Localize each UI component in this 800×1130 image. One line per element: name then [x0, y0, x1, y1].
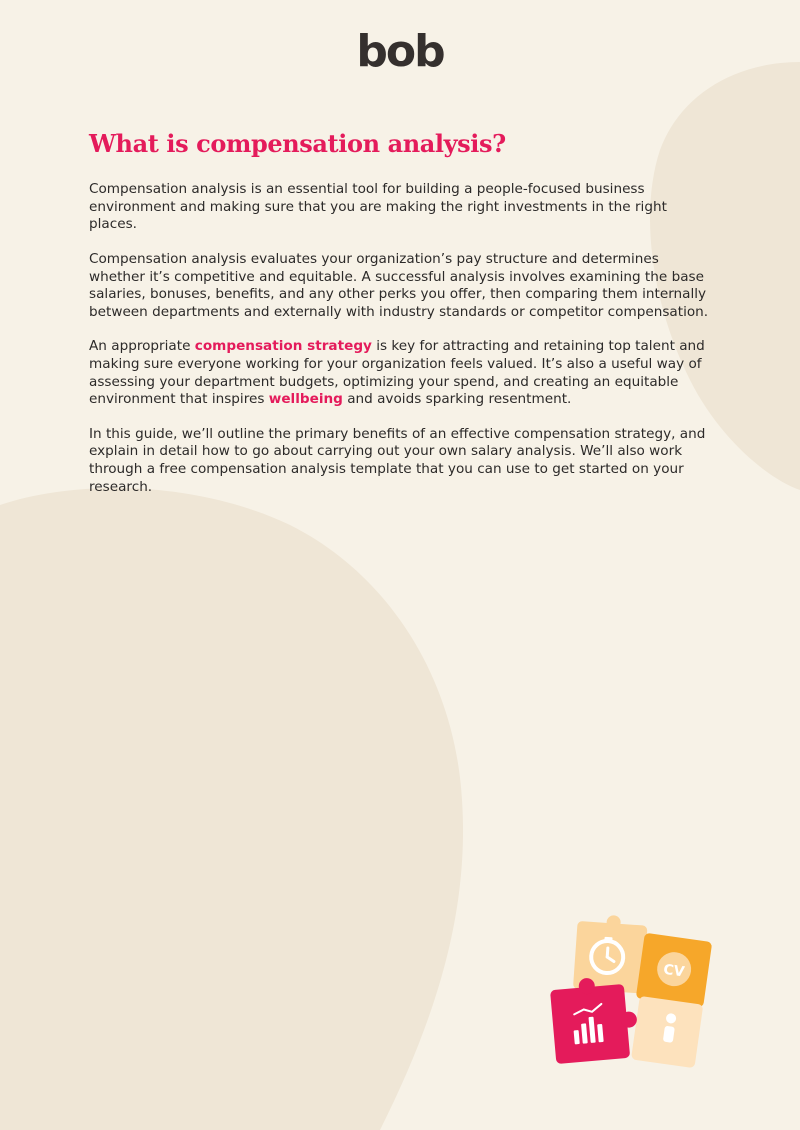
paragraph-definition: Compensation analysis evaluates your organization’s pay structure and determines whether it’s competitive and equitable. A successful analysis involves examining the base salaries, bonuses, benefits, and any other perks you offer, then comparing them internally between departments and externally with industry standards or competitor compensation.: [89, 250, 709, 320]
background-blob-large: [0, 488, 463, 1130]
puzzle-piece-person: [631, 996, 703, 1068]
cv-text: CV: [662, 961, 686, 981]
text-segment: and avoids sparking resentment.: [342, 391, 572, 408]
paragraph-strategy: [89, 338, 714, 408]
text-segment: is key for attracting and retaining top talent and making sure everyone working for your organization feels valued. It’s also a useful way of assessing your department budgets, optimizing your spend, and creating an equitable environment that inspires: [89, 338, 705, 408]
wellbeing-link[interactable]: wellbeing: [268, 391, 343, 408]
compensation-strategy-link[interactable]: compensation strategy: [194, 338, 372, 355]
main-content: [89, 128, 714, 513]
text-segment: An appropriate: [89, 338, 195, 355]
puzzle-piece-cv: [636, 933, 713, 1008]
paragraph-intro: Compensation analysis is an essential tool for building a people-focused business environment and making sure that you are making the right investments in the right places.: [89, 181, 667, 233]
page-title: What is compensation analysis?: [89, 129, 506, 158]
puzzle-illustration: [545, 915, 720, 1075]
bob-logo: bob: [356, 26, 444, 77]
paragraph-guide-outline: In this guide, we’ll outline the primary benefits of an effective compensation strategy, and explain in detail how to go about carrying out your own salary analysis. We’ll also work through a free compensation analysis template that you can use to get started on your research.: [89, 425, 706, 495]
